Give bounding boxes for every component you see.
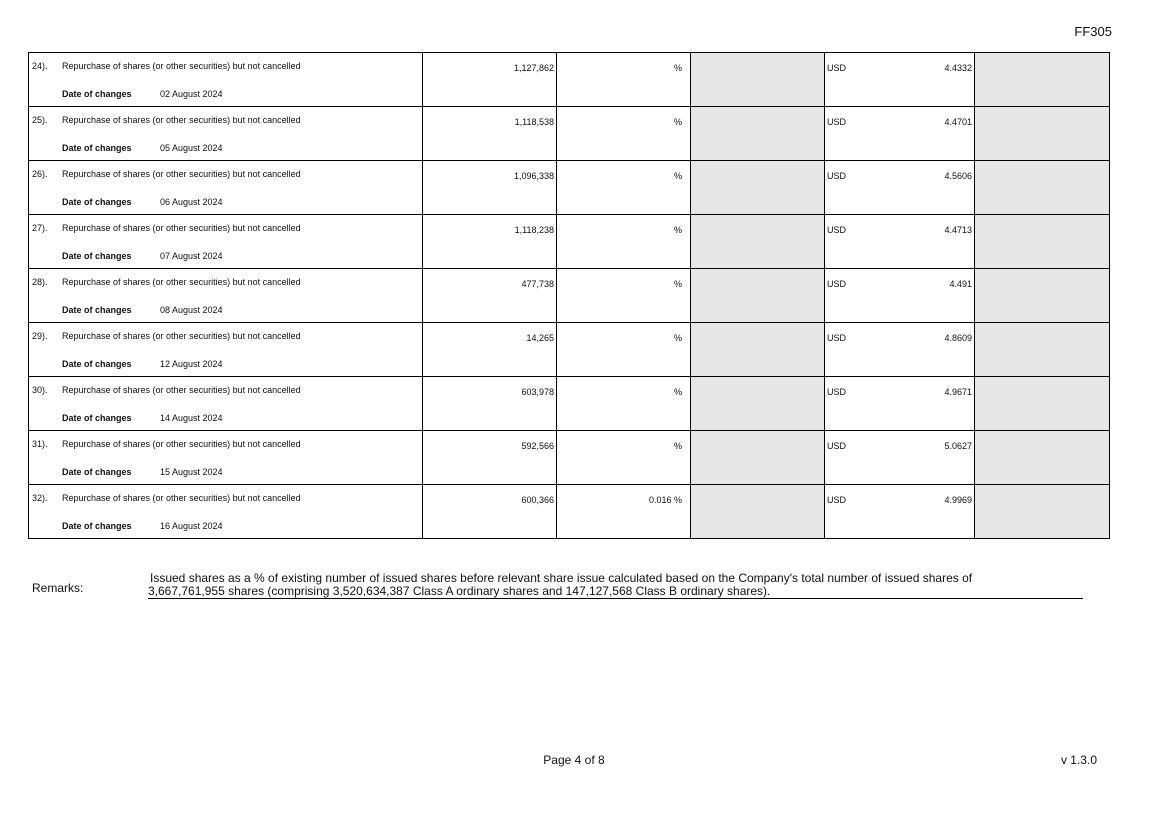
percentage-value: % xyxy=(673,117,682,127)
shares-value: 603,978 xyxy=(521,387,554,397)
percentage-value: % xyxy=(673,63,682,73)
price-cell xyxy=(825,215,975,269)
price-value: 4.9671 xyxy=(944,387,972,397)
shaded-cell xyxy=(975,431,1110,485)
description-cell xyxy=(29,107,423,161)
percentage-cell xyxy=(557,269,691,323)
table-row xyxy=(29,161,1110,215)
date-of-changes-value: 08 August 2024 xyxy=(160,305,223,315)
date-of-changes-value: 12 August 2024 xyxy=(160,359,223,369)
shaded-cell xyxy=(975,107,1110,161)
row-number: 25). xyxy=(32,115,48,125)
shares-cell xyxy=(423,269,557,323)
price-value: 4.5606 xyxy=(944,171,972,181)
currency-value: USD xyxy=(827,117,847,127)
row-description: Repurchase of shares (or other securities) but not cancelled xyxy=(62,277,301,287)
table-row xyxy=(29,377,1110,431)
price-cell xyxy=(825,269,975,323)
remarks-line-2: 3,667,761,955 shares (comprising 3,520,634,387 Class A ordinary shares and 147,127,568 Class B ordinary shares). xyxy=(148,584,771,598)
row-description: Repurchase of shares (or other securities) but not cancelled xyxy=(62,385,301,395)
date-of-changes-label: Date of changes xyxy=(62,521,132,531)
shaded-cell xyxy=(691,161,825,215)
row-description: Repurchase of shares (or other securities) but not cancelled xyxy=(62,331,301,341)
table-row xyxy=(29,269,1110,323)
description-cell xyxy=(29,323,423,377)
shaded-cell xyxy=(691,107,825,161)
percentage-value: % xyxy=(673,225,682,235)
shares-value: 1,118,238 xyxy=(514,225,554,235)
date-of-changes-label: Date of changes xyxy=(62,359,132,369)
row-number: 31). xyxy=(32,439,48,449)
shaded-cell xyxy=(691,377,825,431)
percentage-value: 0.016 % xyxy=(648,495,682,505)
shaded-cell xyxy=(691,431,825,485)
repurchase-table xyxy=(28,52,1110,539)
price-cell xyxy=(825,431,975,485)
price-cell xyxy=(825,53,975,107)
table-row xyxy=(29,485,1110,539)
table-row xyxy=(29,323,1110,377)
date-of-changes-value: 05 August 2024 xyxy=(160,143,223,153)
currency-value: USD xyxy=(827,495,847,505)
price-value: 5.0627 xyxy=(944,441,972,451)
shares-value: 1,127,862 xyxy=(513,63,554,73)
description-cell xyxy=(29,53,423,107)
shaded-cell xyxy=(691,53,825,107)
date-of-changes-label: Date of changes xyxy=(62,413,132,423)
description-cell xyxy=(29,161,423,215)
percentage-cell xyxy=(557,215,691,269)
shaded-cell xyxy=(975,269,1110,323)
date-of-changes-label: Date of changes xyxy=(62,143,132,153)
row-number: 28). xyxy=(32,277,48,287)
row-description: Repurchase of shares (or other securities) but not cancelled xyxy=(62,115,301,125)
shares-value: 14,265 xyxy=(526,333,554,343)
remarks-label: Remarks: xyxy=(32,581,84,595)
price-value: 4.4713 xyxy=(944,225,972,235)
shares-value: 1,118,538 xyxy=(514,117,554,127)
percentage-cell xyxy=(557,53,691,107)
percentage-value: % xyxy=(673,279,682,289)
shares-cell xyxy=(423,431,557,485)
currency-value: USD xyxy=(827,387,847,397)
date-of-changes-value: 02 August 2024 xyxy=(160,89,223,99)
percentage-value: % xyxy=(673,333,682,343)
row-number: 27). xyxy=(32,223,48,233)
description-cell xyxy=(29,431,423,485)
price-value: 4.491 xyxy=(949,279,972,289)
shaded-cell xyxy=(975,53,1110,107)
version-label: v 1.3.0 xyxy=(1060,753,1097,767)
shares-cell xyxy=(423,377,557,431)
date-of-changes-value: 16 August 2024 xyxy=(160,521,223,531)
currency-value: USD xyxy=(827,225,847,235)
row-number: 26). xyxy=(32,169,48,179)
row-description: Repurchase of shares (or other securities) but not cancelled xyxy=(62,223,301,233)
shaded-cell xyxy=(975,485,1110,539)
currency-value: USD xyxy=(827,441,847,451)
description-cell xyxy=(29,485,423,539)
currency-value: USD xyxy=(827,279,847,289)
price-cell xyxy=(825,377,975,431)
date-of-changes-value: 15 August 2024 xyxy=(160,467,223,477)
table-row xyxy=(29,431,1110,485)
percentage-value: % xyxy=(673,441,682,451)
percentage-cell xyxy=(557,377,691,431)
row-number: 29). xyxy=(32,331,48,341)
shares-cell xyxy=(423,161,557,215)
date-of-changes-value: 07 August 2024 xyxy=(160,251,223,261)
price-cell xyxy=(825,323,975,377)
page-number: Page 4 of 8 xyxy=(543,753,605,767)
shaded-cell xyxy=(975,161,1110,215)
price-cell xyxy=(825,161,975,215)
percentage-cell xyxy=(557,107,691,161)
row-description: Repurchase of shares (or other securities) but not cancelled xyxy=(62,169,301,179)
percentage-cell xyxy=(557,431,691,485)
shaded-cell xyxy=(975,377,1110,431)
shares-cell xyxy=(423,107,557,161)
percentage-value: % xyxy=(673,171,682,181)
shares-cell xyxy=(423,485,557,539)
shares-cell xyxy=(423,53,557,107)
description-cell xyxy=(29,215,423,269)
table-row xyxy=(29,53,1110,107)
shares-value: 600,366 xyxy=(521,495,554,505)
shares-value: 477,738 xyxy=(521,279,554,289)
date-of-changes-value: 06 August 2024 xyxy=(160,197,223,207)
row-number: 24). xyxy=(32,61,48,71)
description-cell xyxy=(29,377,423,431)
shaded-cell xyxy=(691,485,825,539)
shaded-cell xyxy=(975,215,1110,269)
shaded-cell xyxy=(691,323,825,377)
row-number: 32). xyxy=(32,493,48,503)
form-code: FF305 xyxy=(1074,24,1112,39)
shares-value: 1,096,338 xyxy=(513,171,554,181)
shares-value: 592,566 xyxy=(521,441,554,451)
currency-value: USD xyxy=(827,63,847,73)
shaded-cell xyxy=(975,323,1110,377)
price-value: 4.9969 xyxy=(944,495,972,505)
price-cell xyxy=(825,485,975,539)
percentage-value: % xyxy=(673,387,682,397)
price-value: 4.4701 xyxy=(944,117,972,127)
price-value: 4.4332 xyxy=(944,63,972,73)
shaded-cell xyxy=(691,269,825,323)
row-description: Repurchase of shares (or other securities) but not cancelled xyxy=(62,493,301,503)
table-row xyxy=(29,215,1110,269)
description-cell xyxy=(29,269,423,323)
date-of-changes-label: Date of changes xyxy=(62,89,132,99)
date-of-changes-label: Date of changes xyxy=(62,197,132,207)
percentage-cell xyxy=(557,323,691,377)
currency-value: USD xyxy=(827,333,847,343)
percentage-cell xyxy=(557,485,691,539)
date-of-changes-label: Date of changes xyxy=(62,305,132,315)
date-of-changes-label: Date of changes xyxy=(62,467,132,477)
date-of-changes-label: Date of changes xyxy=(62,251,132,261)
price-cell xyxy=(825,107,975,161)
price-value: 4.8609 xyxy=(944,333,972,343)
remarks-text xyxy=(148,572,1083,599)
row-description: Repurchase of shares (or other securities) but not cancelled xyxy=(62,439,301,449)
shaded-cell xyxy=(691,215,825,269)
percentage-cell xyxy=(557,161,691,215)
shares-cell xyxy=(423,323,557,377)
currency-value: USD xyxy=(827,171,847,181)
date-of-changes-value: 14 August 2024 xyxy=(160,413,223,423)
row-description: Repurchase of shares (or other securities) but not cancelled xyxy=(62,61,301,71)
row-number: 30). xyxy=(32,385,48,395)
shares-cell xyxy=(423,215,557,269)
remarks-line-1: Issued shares as a % of existing number of issued shares before relevant share issue calculated based on the Company's total number of issued shares of xyxy=(150,571,973,585)
table-row xyxy=(29,107,1110,161)
